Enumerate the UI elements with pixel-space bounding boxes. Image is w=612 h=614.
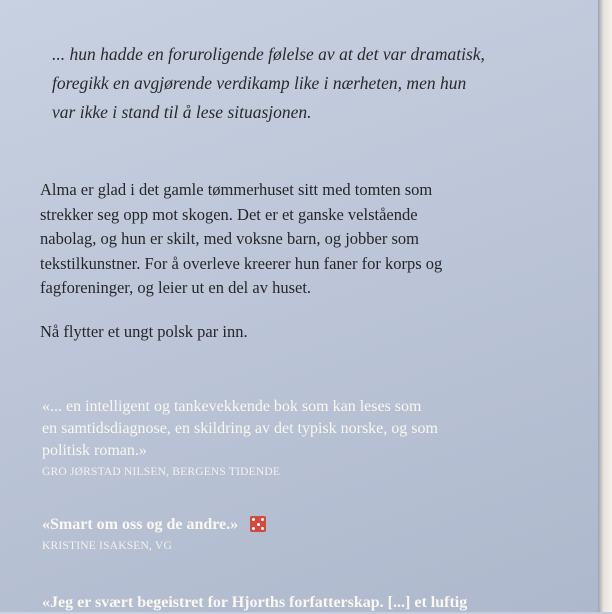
description-paragraph: Alma er glad i det gamle tømmerhuset sitt med tomten som strekker seg opp mot skogen. Det er et ganske velstående nabolag, og hun er skilt, med voksne barn, og jobber som tekstilkunstner. For å overleve kreerer hun faner for korps og fagforeninger, og leier ut en del av huset. xyxy=(40,180,443,297)
review-quote xyxy=(42,514,266,552)
quote-source: KRISTINE ISAKSEN, VG xyxy=(42,540,172,552)
book-description xyxy=(40,178,580,363)
quote-text: «... en intelligent og tankevekkende bok som kan leses som en samtidsdiagnose, en skildring av det typisk norske, og som politisk roman.» xyxy=(42,398,438,459)
intro-text: ... hun hadde en foruroligende følelse av at det var dramatisk, foregikk en avgjørende verdikamp like i nærheten, men hun var ikke i stand til å lese situasjonen. xyxy=(52,44,485,122)
quote-text: «Jeg er svært begeistret for Hjorths forfatterskap. [...] et luftig xyxy=(42,594,468,611)
review-quote xyxy=(42,592,467,614)
dice-five-icon xyxy=(250,516,266,532)
book-page-edge xyxy=(598,0,612,612)
intro-excerpt xyxy=(52,40,572,127)
quote-source: GRO JØRSTAD NILSEN, BERGENS TIDENDE xyxy=(42,466,281,478)
description-paragraph: Nå flytter et ungt polsk par inn. xyxy=(40,321,248,341)
quote-text: «Smart om oss og de andre.» xyxy=(42,516,239,533)
review-quote xyxy=(42,396,438,478)
